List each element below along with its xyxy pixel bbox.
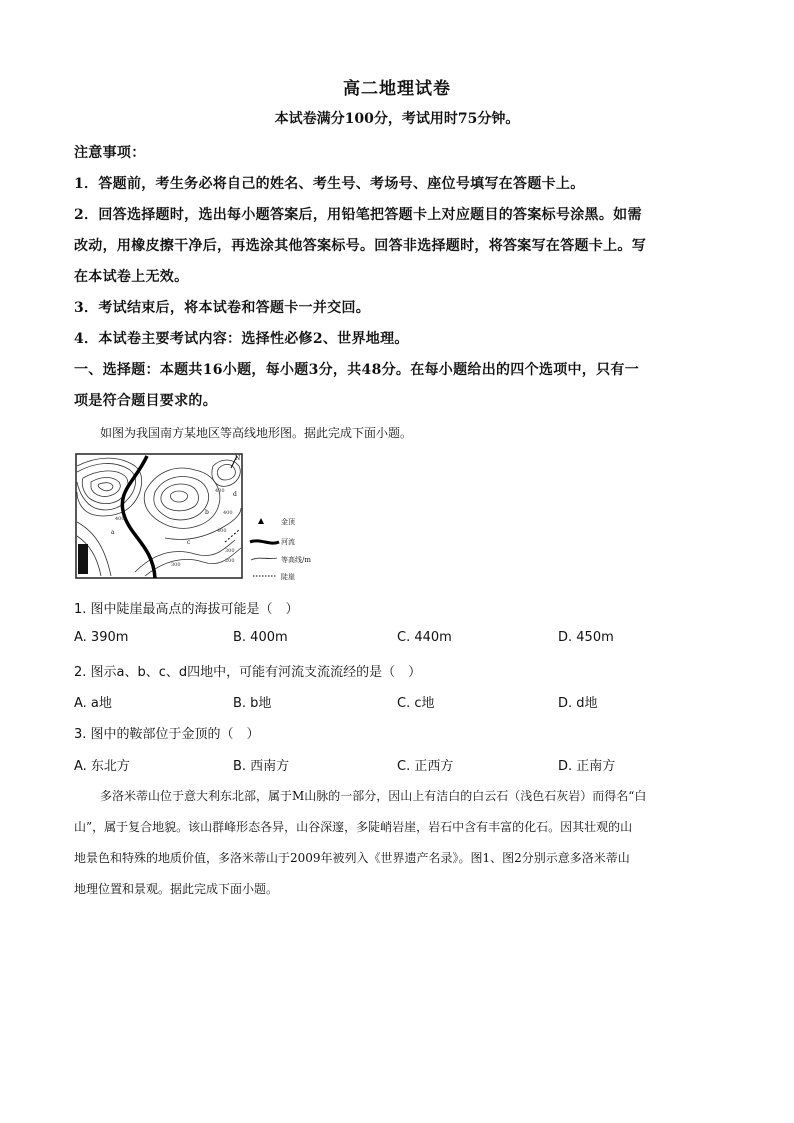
option-b: B. b地: [233, 696, 272, 711]
option-c: C. c地: [397, 696, 435, 711]
point-label: a: [111, 529, 115, 536]
notice-item: 2．回答选择题时，选出每小题答案后，用铅笔把答题卡上对应题目的答案标号涂黑。如需: [74, 207, 642, 223]
notice-heading: 注意事项：: [74, 145, 146, 161]
passage-line: 地景色和特殊的地质价值，多洛米蒂山于2009年被列入《世界遗产名录》。图1、图2分别示意多洛米蒂山: [74, 851, 630, 865]
question-stem: 2. 图示a、b、c、d四地中，可能有河流支流流经的是（ ）: [74, 665, 422, 680]
legend-contour: 等高线/m: [281, 556, 311, 564]
notice-item: 4．本试卷主要考试内容：选择性必修2、世界地理。: [74, 331, 409, 347]
option-d: D. d地: [558, 696, 598, 711]
point-label: d: [233, 491, 237, 498]
contour-map: [75, 452, 325, 580]
passage-line: 多洛米蒂山位于意大利东北部，属于M山脉的一部分，因山上有洁白的白云石（浅色石灰岩）而得名“白: [100, 789, 647, 803]
contour-label: 400: [115, 516, 125, 522]
notice-item: 改动，用橡皮擦干净后，再选涂其他答案标号。回答非选择题时，将答案写在答题卡上。写: [74, 238, 646, 254]
section-heading: 一、选择题：本题共16小题，每小题3分，共48分。在每小题给出的四个选项中，只有一: [74, 362, 640, 378]
question-stem: 3. 图中的鞍部位于金顶的（ ）: [74, 727, 260, 742]
notice-item: 1．答题前，考生务必将自己的姓名、考生号、考场号、座位号填写在答题卡上。: [74, 176, 585, 192]
question-intro: 如图为我国南方某地区等高线地形图。据此完成下面小题。: [100, 426, 413, 440]
passage-line: 地理位置和景观。据此完成下面小题。: [74, 882, 279, 896]
contour-label: 400: [217, 528, 227, 534]
river-icon: [250, 541, 279, 543]
compass-label: N: [235, 455, 241, 462]
contour-label: 200: [225, 558, 235, 564]
point-label: b: [205, 509, 209, 516]
contour-label: 400: [215, 488, 225, 494]
contour-label: 300: [171, 562, 181, 568]
legend-river: 河流: [281, 538, 295, 546]
legend-cliff: 陡崖: [281, 573, 295, 580]
question-stem: 1. 图中陡崖最高点的海拔可能是（ ）: [74, 602, 299, 617]
exam-subtitle: 本试卷满分100分，考试用时75分钟。: [274, 111, 520, 127]
notice-item: 3．考试结束后，将本试卷和答题卡一并交回。: [74, 300, 371, 316]
legend-peak: 金顶: [281, 518, 295, 526]
option-c: C. 正西方: [397, 759, 454, 774]
option-b: B. 400m: [233, 630, 288, 645]
option-a: A. a地: [74, 696, 112, 711]
page-title: 高二地理试卷: [343, 79, 451, 99]
contour-line-icon: [251, 558, 277, 560]
contour-label: 300: [225, 548, 235, 554]
map-legend: [250, 517, 311, 580]
point-label: c: [187, 539, 191, 546]
option-d: D. 正南方: [558, 759, 616, 774]
section-heading-cont: 项是符合题目要求的。: [74, 393, 217, 409]
option-c: C. 440m: [397, 630, 452, 645]
passage-line: 山”，属于复合地貌。该山群峰形态各异，山谷深邃，多陡峭岩崖，岩石中含有丰富的化石。因其壮观的山: [74, 820, 633, 834]
option-b: B. 西南方: [233, 759, 290, 774]
option-a: A. 390m: [74, 630, 129, 645]
option-a: A. 东北方: [74, 759, 130, 774]
contour-label: 400: [223, 510, 233, 516]
peak-icon: [258, 518, 264, 524]
option-d: D. 450m: [558, 630, 614, 645]
notice-item: 在本试卷上无效。: [74, 269, 189, 285]
